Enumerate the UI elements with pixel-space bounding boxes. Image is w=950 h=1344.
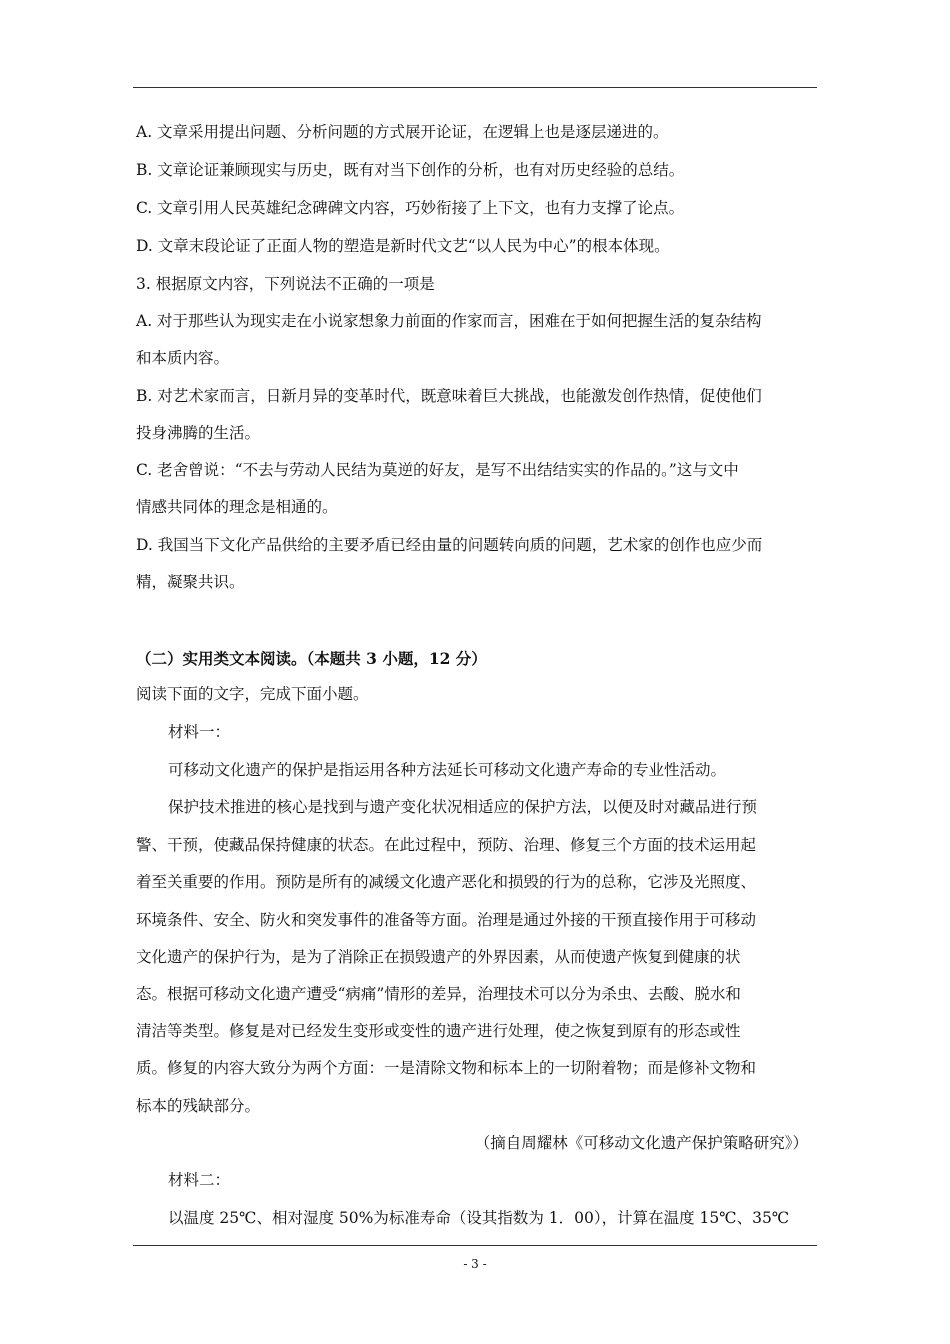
q3-option-b-line1: B. 对艺术家而言，日新月异的变革时代，既意味着巨大挑战，也能激发创作热情，促使他们 bbox=[136, 387, 762, 405]
material1-paragraph2-line5: 文化遗产的保护行为，是为了消除正在损毁遗产的外界因素，从而使遗产恢复到健康的状 bbox=[136, 948, 741, 966]
page-number: - 3 - bbox=[463, 1257, 487, 1271]
material1-paragraph2-line2: 警、干预，使藏品保持健康的状态。在此过程中，预防、治理、修复三个方面的技术运用起 bbox=[136, 836, 757, 854]
material2-label: 材料二： bbox=[168, 1171, 231, 1189]
section-heading: （二）实用类文本阅读。（本题共 3 小题，12 分） bbox=[136, 649, 487, 668]
q3-option-b-line2: 投身沸腾的生活。 bbox=[136, 424, 261, 442]
footer-rule bbox=[133, 1245, 817, 1246]
material1-source: （摘自周耀林《可移动文化遗产保护策略研究》） bbox=[474, 1134, 808, 1152]
section-instruction: 阅读下面的文字，完成下面小题。 bbox=[136, 685, 369, 703]
material1-paragraph2-line7: 清洁等类型。修复是对已经发生变形或变性的遗产进行处理，使之恢复到原有的形态或性 bbox=[136, 1022, 741, 1040]
material1-paragraph1: 可移动文化遗产的保护是指运用各种方法延长可移动文化遗产寿命的专业性活动。 bbox=[168, 761, 727, 779]
q2-option-c: C. 文章引用人民英雄纪念碑碑文内容，巧妙衔接了上下文，也有力支撑了论点。 bbox=[136, 199, 685, 217]
q2-option-a: A. 文章采用提出问题、分析问题的方式展开论证，在逻辑上也是逐层递进的。 bbox=[136, 123, 669, 141]
q3-option-c-line2: 情感共同体的理念是相通的。 bbox=[136, 498, 338, 516]
material1-paragraph2-line6: 态。根据可移动文化遗产遭受“病痛”情形的差异，治理技术可以分为杀虫、去酸、脱水和 bbox=[136, 985, 741, 1003]
material1-paragraph2-line8: 质。修复的内容大致分为两个方面：一是清除文物和标本上的一切附着物；而是修补文物和 bbox=[136, 1059, 757, 1077]
q3-option-d-line2: 精，凝聚共识。 bbox=[136, 573, 245, 591]
material2-line1: 以温度 25℃、相对湿度 50%为标准寿命（设其指数为 1．00），计算在温度 15℃、35℃ bbox=[168, 1209, 790, 1227]
material1-paragraph2-line1: 保护技术推进的核心是找到与遗产变化状况相适应的保护方法，以便及时对藏品进行预 bbox=[168, 798, 758, 816]
material1-paragraph2-line3: 着至关重要的作用。预防是所有的减缓文化遗产恶化和损毁的行为的总称，它涉及光照度、 bbox=[136, 873, 757, 891]
q3-option-c-line1: C. 老舍曾说：“不去与劳动人民结为莫逆的好友，是写不出结结实实的作品的。”这与文中 bbox=[136, 461, 739, 479]
q3-stem: 3. 根据原文内容，下列说法不正确的一项是 bbox=[136, 275, 435, 293]
q3-option-a-line2: 和本质内容。 bbox=[136, 349, 230, 367]
q3-option-a-line1: A. 对于那些认为现实走在小说家想象力前面的作家而言，困难在于如何把握生活的复杂结构 bbox=[136, 312, 762, 330]
material1-paragraph2-line9: 标本的残缺部分。 bbox=[136, 1097, 261, 1115]
q3-option-d-line1: D. 我国当下文化产品供给的主要矛盾已经由量的问题转向质的问题，艺术家的创作也应少而 bbox=[136, 536, 763, 554]
header-rule bbox=[133, 87, 817, 88]
q2-option-b: B. 文章论证兼顾现实与历史，既有对当下创作的分析，也有对历史经验的总结。 bbox=[136, 161, 685, 179]
material1-paragraph2-line4: 环境条件、安全、防火和突发事件的准备等方面。治理是通过外接的干预直接作用于可移动 bbox=[136, 911, 757, 929]
material1-label: 材料一： bbox=[168, 723, 231, 741]
q2-option-d: D. 文章末段论证了正面人物的塑造是新时代文艺“以人民为中心”的根本体现。 bbox=[136, 237, 670, 255]
